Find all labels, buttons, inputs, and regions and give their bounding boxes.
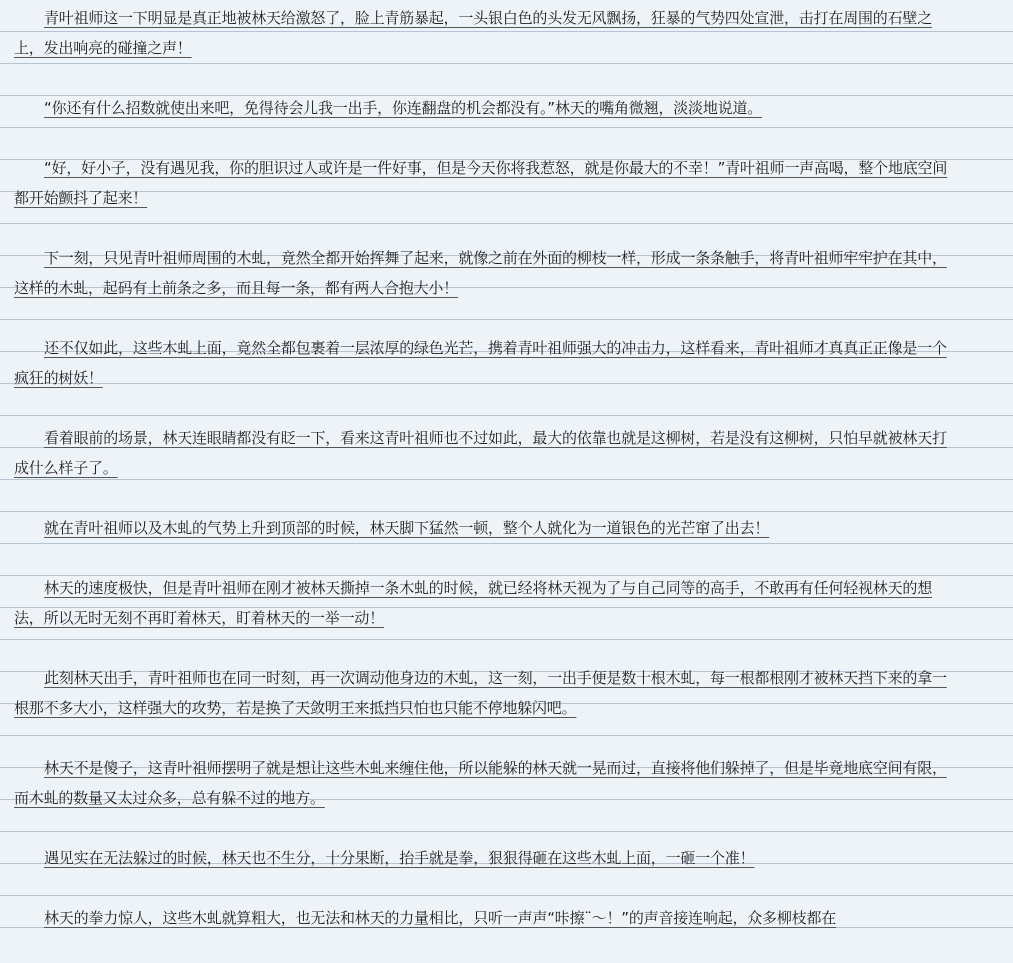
chapter-body xyxy=(14,3,958,963)
paragraph: 下一刻，只见青叶祖师周围的木虬，竟然全都开始挥舞了起来，就像之前在外面的柳枝一样，形成一条条触手，将青叶祖师牢牢护在其中，这样的木虬，起码有上前条之多，而且每一条，都有两人合抱大小！ xyxy=(14,249,947,297)
paragraph: 林天的速度极快，但是青叶祖师在刚才被林天撕掉一条木虬的时候，就已经将林天视为了与自己同等的高手，不敢再有任何轻视林天的想法，所以无时无刻不再盯着林天，盯着林天的一举一动！ xyxy=(14,579,933,627)
paragraph: “你还有什么招数就使出来吧，免得待会儿我一出手，你连翻盘的机会都没有。”林天的嘴角微翘，淡淡地说道。 xyxy=(44,99,763,117)
paragraph: 林天不是傻子，这青叶祖师摆明了就是想让这些木虬来缠住他，所以能躲的林天就一晃而过，直接将他们躲掉了，但是毕竟地底空间有限，而木虬的数量又太过众多，总有躲不过的地方。 xyxy=(14,759,947,807)
paragraph: 还不仅如此，这些木虬上面，竟然全都包裹着一层浓厚的绿色光芒，携着青叶祖师强大的冲击力，这样看来，青叶祖师才真真正正像是一个疯狂的树妖！ xyxy=(14,339,947,387)
paragraph: 遇见实在无法躲过的时候，林天也不生分，十分果断，抬手就是拳，狠狠得砸在这些木虬上面，一砸一个准！ xyxy=(44,849,755,867)
paragraph: 此刻林天出手，青叶祖师也在同一时刻，再一次调动他身边的木虬，这一刻，一出手便是数十根木虬，每一根都根刚才被林天挡下来的拿一根那不多大小，这样强大的攻势，若是换了天敛明王来抵挡只怕也只能不停地躲闪吧。 xyxy=(14,669,947,717)
paragraph: 林天的拳力惊人，这些木虬就算粗大，也无法和林天的力量相比，只听一声声“咔擦¨～！”的声音接连响起，众多柳枝都在 xyxy=(44,909,837,927)
paragraph: 就在青叶祖师以及木虬的气势上升到顶部的时候，林天脚下猛然一顿，整个人就化为一道银色的光芒窜了出去！ xyxy=(44,519,770,537)
paragraph: “好，好小子，没有遇见我，你的胆识过人或许是一件好事，但是今天你将我惹怒，就是你最大的不幸！”青叶祖师一声高喝，整个地底空间都开始颤抖了起来！ xyxy=(14,159,948,207)
paragraph: 青叶祖师这一下明显是真正地被林天给激怒了，脸上青筋暴起，一头银白色的头发无风飘扬，狂暴的气势四处宣泄，击打在周围的石壁之上，发出响亮的碰撞之声！ xyxy=(14,9,933,57)
paragraph: 看着眼前的场景，林天连眼睛都没有眨一下，看来这青叶祖师也不过如此，最大的依靠也就是这柳树，若是没有这柳树，只怕早就被林天打成什么样子了。 xyxy=(14,429,947,477)
